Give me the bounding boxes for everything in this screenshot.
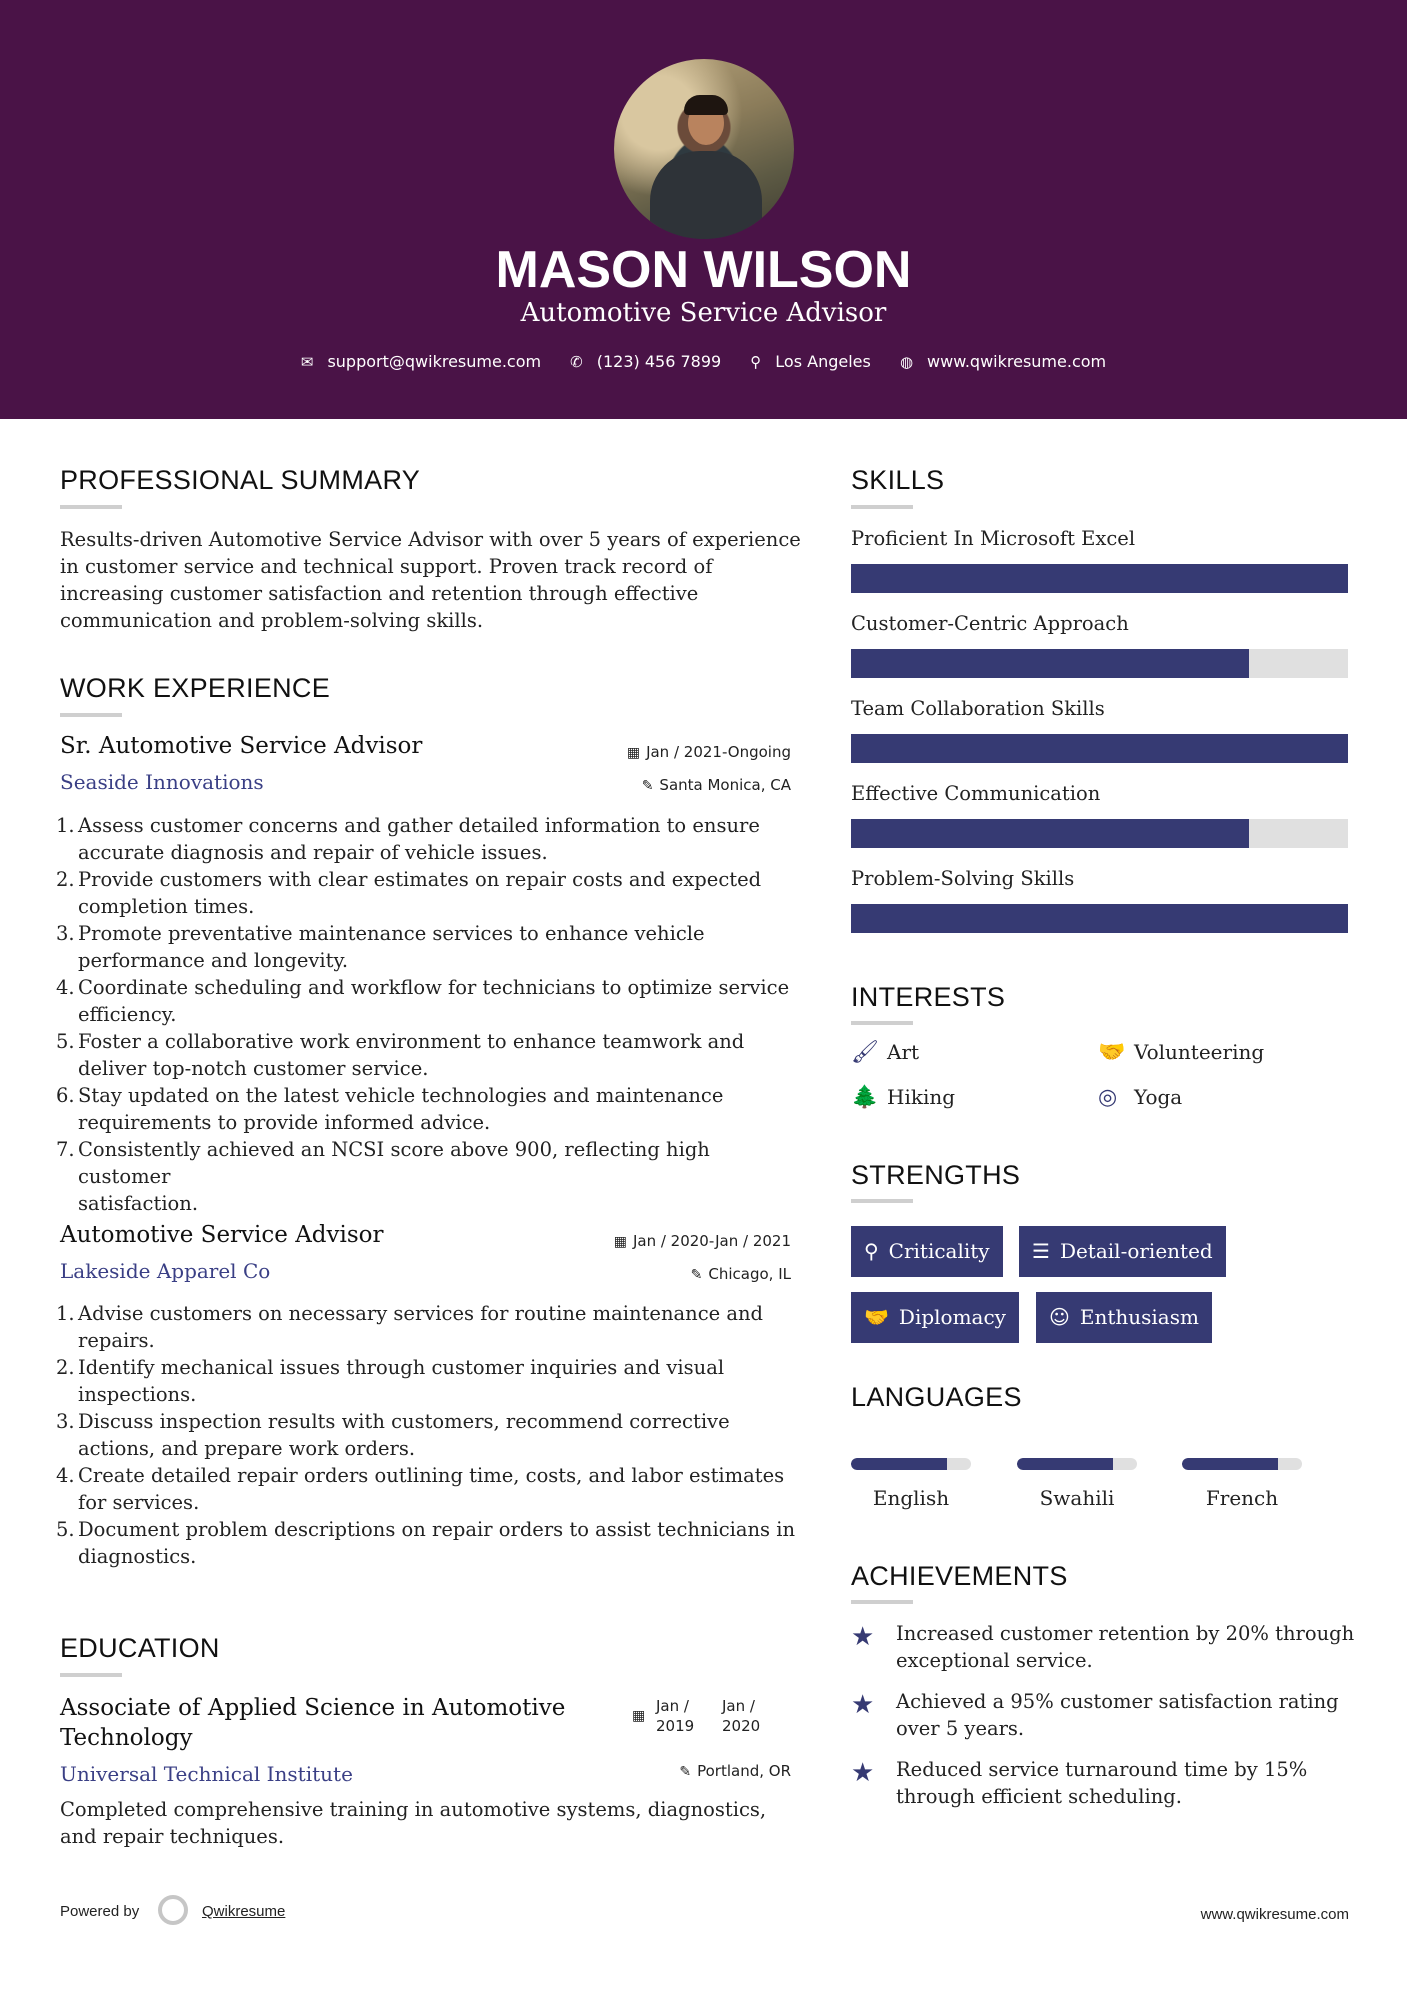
- star-icon: ★: [851, 1690, 875, 1720]
- strength-tag-enthusiasm: ☺ Enthusiasm: [1036, 1292, 1212, 1343]
- skill-bar-fill: [851, 564, 1348, 593]
- section-divider: [851, 1021, 913, 1025]
- footer-website[interactable]: www.qwikresume.com: [1200, 1906, 1349, 1923]
- star-icon: ★: [851, 1622, 875, 1652]
- school-name: Universal Technical Institute: [60, 1762, 353, 1786]
- list-icon: ☰: [1032, 1239, 1050, 1263]
- job-title: Sr. Automotive Service Advisor: [60, 733, 423, 759]
- job-bullets: [58, 1300, 798, 1570]
- skill-bar-fill: [851, 649, 1249, 678]
- language-label: English: [872, 1486, 950, 1510]
- experience-heading: WORK EXPERIENCE: [60, 673, 331, 703]
- powered-by-text: Powered by: [60, 1903, 140, 1920]
- tree-icon: 🌲: [851, 1085, 879, 1110]
- strength-tag-criticality: ⚲ Criticality: [851, 1226, 1003, 1277]
- job-title: Automotive Service Advisor: [60, 1222, 384, 1248]
- interests-heading: INTERESTS: [851, 982, 1006, 1012]
- skill-bar: [851, 819, 1348, 848]
- phone-icon: ✆: [570, 353, 583, 371]
- strengths-heading: STRENGTHS: [851, 1160, 1021, 1190]
- interest-volunteering: 🤝 Volunteering: [1098, 1040, 1265, 1065]
- profile-photo: [614, 59, 794, 239]
- section-divider: [851, 1600, 913, 1604]
- list-item: 4. Create detailed repair orders outlining time, costs, and labor estimates for services.: [56, 1464, 785, 1514]
- language-level-fill: [1182, 1458, 1278, 1470]
- envelope-icon: ✉: [300, 353, 314, 371]
- job-location: ✎ Chicago, IL: [690, 1265, 791, 1283]
- language-level-fill: [851, 1458, 947, 1470]
- qwikresume-logo-icon: [158, 1895, 188, 1925]
- interest-hiking: 🌲 Hiking: [851, 1085, 956, 1110]
- list-item: 5. Foster a collaborative work environment to enhance teamwork and deliver top-notch customer service.: [56, 1030, 745, 1080]
- skill-bar: [851, 734, 1348, 763]
- lifering-icon: ◎: [1098, 1085, 1118, 1110]
- achievement-item: Reduced service turnaround time by 15% through efficient scheduling.: [896, 1758, 1308, 1808]
- section-divider: [851, 505, 913, 509]
- skill-bar: [851, 649, 1348, 678]
- contact-website[interactable]: ◍ www.qwikresume.com: [899, 352, 1107, 371]
- skill-bar: [851, 564, 1348, 593]
- education-heading: EDUCATION: [60, 1633, 220, 1663]
- skill-label: Team Collaboration Skills: [851, 697, 1105, 720]
- list-item: 1. Advise customers on necessary services for routine maintenance and repairs.: [56, 1302, 764, 1352]
- list-item: 4. Coordinate scheduling and workflow for technicians to optimize service efficiency.: [56, 976, 790, 1026]
- contact-email[interactable]: ✉ support@qwikresume.com: [300, 352, 542, 371]
- candidate-title: Automotive Service Advisor: [520, 298, 887, 328]
- resume-header: [0, 0, 1407, 419]
- language-level-bar: [1017, 1458, 1137, 1470]
- list-item: 3. Discuss inspection results with customers, recommend corrective actions, and prepare work orders.: [56, 1410, 730, 1460]
- job-bullets: [58, 812, 798, 1217]
- skill-label: Problem-Solving Skills: [851, 867, 1075, 890]
- contact-location: ⚲ Los Angeles: [750, 352, 871, 371]
- education-location: ✎ Portland, OR: [679, 1762, 791, 1780]
- list-item: 3. Promote preventative maintenance services to enhance vehicle performance and longevity.: [56, 922, 705, 972]
- pushpin-icon: ✎: [690, 1267, 703, 1283]
- list-item: 1. Assess customer concerns and gather detailed information to ensure accurate diagnosis and repair of vehicle issues.: [56, 814, 760, 864]
- pushpin-icon: ✎: [679, 1764, 692, 1780]
- summary-text: Results-driven Automotive Service Advisor with over 5 years of experience in customer service and technical support. Proven track record of increasing customer satisfaction and retention through effective communication and problem-solving skills.: [60, 528, 801, 632]
- skill-bar-fill: [851, 904, 1348, 933]
- skills-heading: SKILLS: [851, 465, 945, 495]
- degree-title: Associate of Applied Science in Automotive Technology: [60, 1695, 566, 1751]
- skill-bar-fill: [851, 819, 1249, 848]
- contact-bar: [0, 352, 1407, 371]
- list-item: 6. Stay updated on the latest vehicle technologies and maintenance requirements to provide informed advice.: [56, 1084, 724, 1134]
- language-label: Swahili: [1039, 1486, 1115, 1510]
- education-description: Completed comprehensive training in automotive systems, diagnostics, and repair techniques.: [60, 1798, 767, 1848]
- achievement-item: Increased customer retention by 20% through exceptional service.: [896, 1622, 1355, 1672]
- achievement-item: Achieved a 95% customer satisfaction rating over 5 years.: [896, 1690, 1339, 1740]
- globe-icon: ◍: [899, 353, 914, 371]
- job-dates: ▦ Jan / 2021-Ongoing: [626, 743, 791, 761]
- list-item: 7. Consistently achieved an NCSI score above 900, reflecting high customer satisfaction.: [56, 1138, 710, 1215]
- language-level-bar: [1182, 1458, 1302, 1470]
- search-icon: ⚲: [864, 1239, 879, 1263]
- skill-label: Proficient In Microsoft Excel: [851, 527, 1136, 550]
- achievements-heading: ACHIEVEMENTS: [851, 1561, 1068, 1591]
- language-label: French: [1205, 1486, 1279, 1510]
- summary-heading: PROFESSIONAL SUMMARY: [60, 465, 421, 495]
- list-item: 2. Identify mechanical issues through customer inquiries and visual inspections.: [56, 1356, 725, 1406]
- star-icon: ★: [851, 1758, 875, 1788]
- interest-yoga: ◎ Yoga: [1098, 1085, 1183, 1110]
- handshake-icon: 🤝: [864, 1305, 889, 1329]
- map-pin-icon: ⚲: [750, 353, 762, 371]
- strength-tag-detail-oriented: ☰ Detail-oriented: [1019, 1226, 1226, 1277]
- interest-art: 🖌 Art: [851, 1040, 920, 1065]
- language-level-fill: [1017, 1458, 1113, 1470]
- skill-label: Effective Communication: [851, 782, 1101, 805]
- company-name: Seaside Innovations: [60, 770, 264, 794]
- list-item: 2. Provide customers with clear estimates on repair costs and expected completion times.: [56, 868, 762, 918]
- skill-bar: [851, 904, 1348, 933]
- skill-label: Customer-Centric Approach: [851, 612, 1129, 635]
- job-location: ✎ Santa Monica, CA: [641, 776, 791, 794]
- job-dates: ▦ Jan / 2020-Jan / 2021: [613, 1232, 791, 1250]
- section-divider: [851, 1199, 913, 1203]
- strength-tag-diplomacy: 🤝 Diplomacy: [851, 1292, 1019, 1343]
- skill-bar-fill: [851, 734, 1348, 763]
- section-divider: [60, 713, 122, 717]
- smile-icon: ☺: [1049, 1305, 1070, 1329]
- contact-phone[interactable]: ✆ (123) 456 7899: [570, 352, 722, 371]
- section-divider: [60, 1673, 122, 1677]
- candidate-name: MASON WILSON: [495, 241, 912, 299]
- handshake-icon: 🤝: [1098, 1040, 1126, 1065]
- pushpin-icon: ✎: [641, 778, 654, 794]
- section-divider: [60, 505, 122, 509]
- calendar-icon: ▦: [613, 1234, 627, 1250]
- paintbrush-icon: 🖌: [851, 1040, 879, 1065]
- languages-heading: LANGUAGES: [851, 1382, 1022, 1412]
- list-item: 5. Document problem descriptions on repair orders to assist technicians in diagnostics.: [56, 1518, 796, 1568]
- company-name: Lakeside Apparel Co: [60, 1259, 271, 1283]
- calendar-icon: ▦: [632, 1708, 646, 1724]
- qwikresume-link[interactable]: Qwikresume: [202, 1903, 286, 1920]
- language-level-bar: [851, 1458, 971, 1470]
- calendar-icon: ▦: [626, 745, 641, 761]
